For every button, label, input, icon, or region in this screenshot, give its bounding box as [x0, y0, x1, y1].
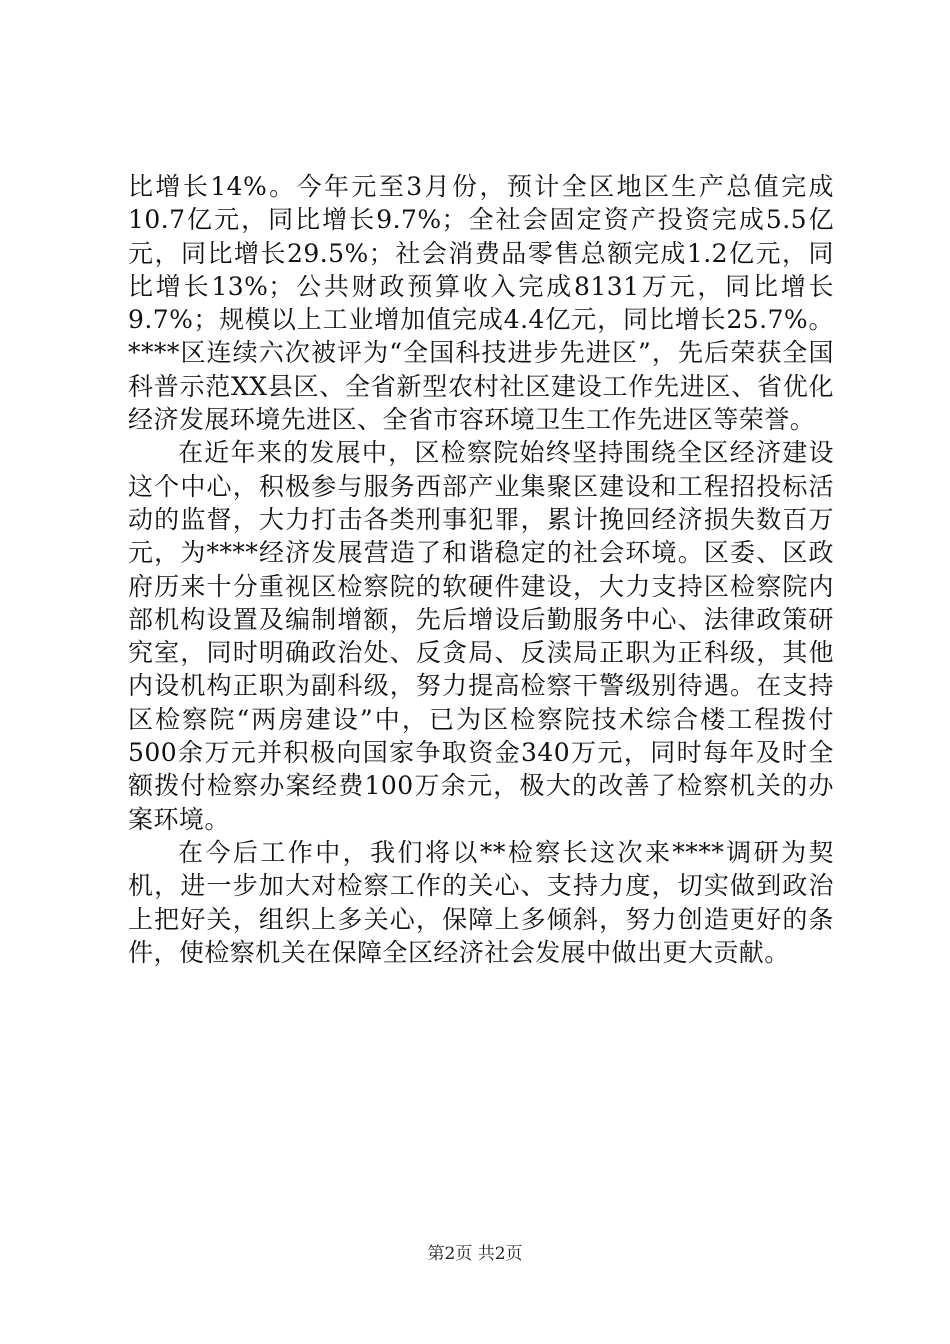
document-body: [128, 170, 834, 969]
paragraph-procuratorate-development: 在近年来的发展中，区检察院始终坚持围绕全区经济建设这个中心，积极参与服务西部产业集聚区建设和工程招投标活动的监督，大力打击各类刑事犯罪，累计挽回经济损失数百万元，为****经济发展营造了和谐稳定的社会环境。区委、区政府历来十分重视区检察院的软硬件建设，大力支持区检察院内部机构设置及编制增额，先后增设后勤服务中心、法律政策研究室，同时明确政治处、反贪局、反渎局正职为正科级，其他内设机构正职为副科级，努力提高检察干警级别待遇。在支持区检察院“两房建设”中，已为区检察院技术综合楼工程拨付500余万元并积极向国家争取资金340万元，同时每年及时全额拨付检察办案经费100万余元，极大的改善了检察机关的办案环境。: [128, 438, 834, 834]
paragraph-future-work: 在今后工作中，我们将以**检察长这次来****调研为契机，进一步加大对检察工作的关心、支持力度，切实做到政治上把好关，组织上多关心，保障上多倾斜，努力创造更好的条件，使检察机关在保障全区经济社会发展中做出更大贡献。: [128, 837, 834, 967]
page-number-footer: 第2页 共2页: [427, 1244, 523, 1264]
paragraph-continuation: 比增长14%。今年元至3月份，预计全区地区生产总值完成10.7亿元，同比增长9.7%；全社会固定资产投资完成5.5亿元，同比增长29.5%；社会消费品零售总额完成1.2亿元，同比增长13%；公共财政预算收入完成8131万元，同比增长9.7%；规模以上工业增加值完成4.4亿元，同比增长25.7%。****区连续六次被评为“全国科技进步先进区”，先后荣获全国科普示范XX县区、全省新型农村社区建设工作先进区、省优化经济发展环境先进区、全省市容环境卫生工作先进区等荣誉。: [128, 172, 834, 435]
